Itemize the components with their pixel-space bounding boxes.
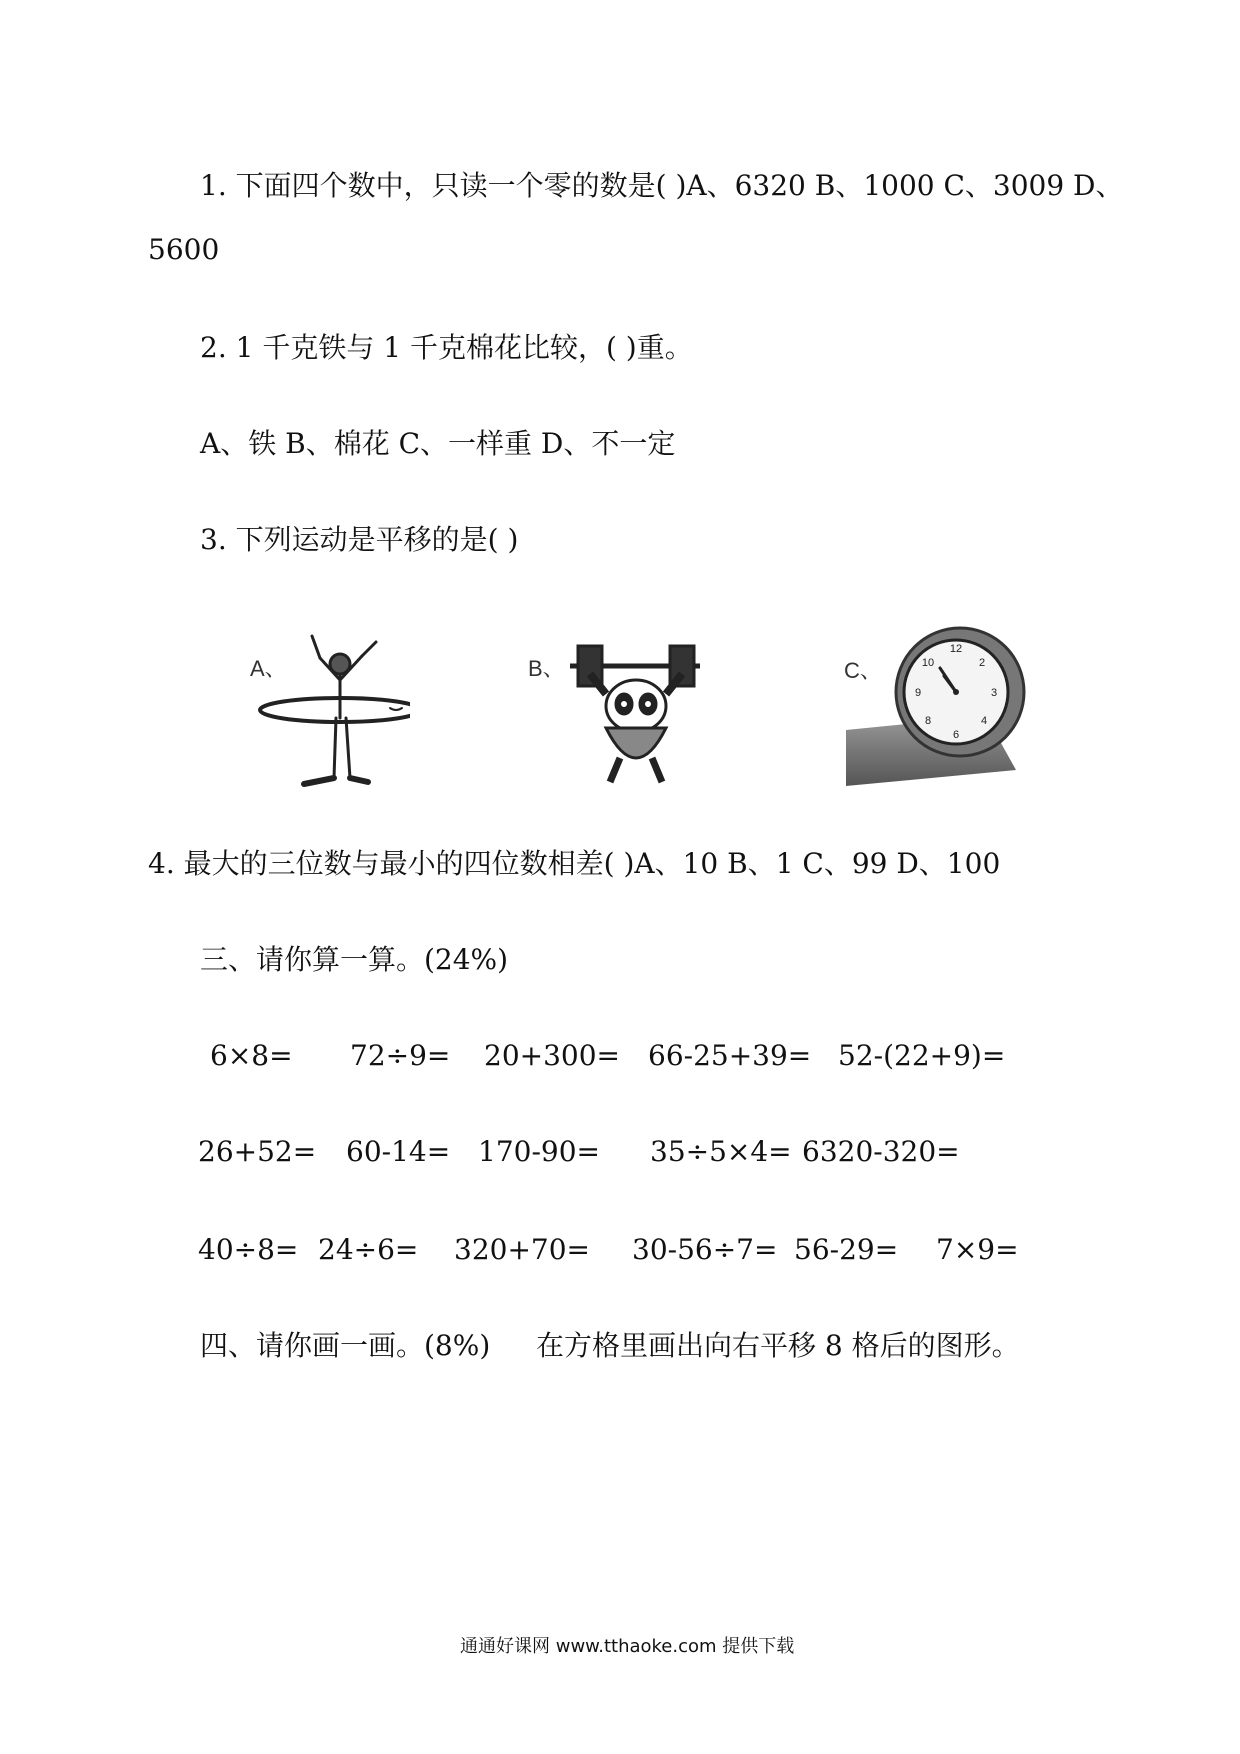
q3-option-b (520, 628, 720, 788)
calc-item: 30-56÷7= (632, 1233, 778, 1266)
q3-option-c-label: C、 (844, 658, 882, 683)
calc-item: 66-25+39= (648, 1039, 812, 1072)
hula-hoop-girl-icon (240, 628, 410, 788)
calc-item: 52-(22+9)= (838, 1039, 1006, 1072)
calc-item: 7×9= (936, 1233, 1019, 1266)
calc-item: 40÷8= (198, 1233, 299, 1266)
section3-title: 三、请你算一算。(24%) (200, 943, 509, 976)
q2-question: 2. 1 千克铁与 1 千克棉花比较，( )重。 (200, 331, 693, 364)
section4-title: 四、请你画一画。(8%) (200, 1329, 491, 1362)
weightlifting-panda-icon (520, 628, 720, 788)
calc-item: 72÷9= (350, 1039, 451, 1072)
q3-question: 3. 下列运动是平移的是( ) (200, 523, 519, 556)
calc-item: 35÷5×4= (650, 1135, 792, 1168)
calc-item: 60-14= (346, 1135, 451, 1168)
q3-option-a (240, 628, 410, 788)
calc-item: 56-29= (794, 1233, 899, 1266)
svg-text:2: 2 (978, 657, 986, 669)
svg-text:3: 3 (990, 687, 998, 699)
q1-line2: 5600 (148, 233, 220, 266)
calc-item: 24÷6= (318, 1233, 419, 1266)
q4-question: 4. 最大的三位数与最小的四位数相差( )A、10 B、1 C、99 D、100 (148, 847, 1001, 880)
svg-text:10: 10 (921, 657, 935, 669)
calc-item: 6×8= (210, 1039, 293, 1072)
q3-option-a-label: A、 (250, 656, 287, 681)
section4-instruction: 在方格里画出向右平移 8 格后的图形。 (536, 1329, 1020, 1362)
calc-item: 170-90= (478, 1135, 600, 1168)
calc-item: 20+300= (484, 1039, 620, 1072)
svg-text:8: 8 (924, 715, 932, 727)
q3-option-c (836, 620, 1036, 790)
svg-text:6: 6 (952, 729, 960, 741)
alarm-clock-icon (836, 620, 1036, 790)
svg-text:12: 12 (949, 643, 963, 655)
calc-item: 6320-320= (802, 1135, 960, 1168)
footer-credit: 通通好课网 www.tthaoke.com 提供下载 (460, 1636, 795, 1657)
q2-options: A、铁 B、棉花 C、一样重 D、不一定 (200, 427, 676, 460)
calc-item: 320+70= (454, 1233, 590, 1266)
svg-text:4: 4 (980, 715, 988, 727)
q3-option-b-label: B、 (528, 656, 565, 681)
q1-line1: 1. 下面四个数中，只读一个零的数是( )A、6320 B、1000 C、3009 D、 (200, 169, 1124, 202)
calc-item: 26+52= (198, 1135, 317, 1168)
svg-text:9: 9 (914, 687, 922, 699)
